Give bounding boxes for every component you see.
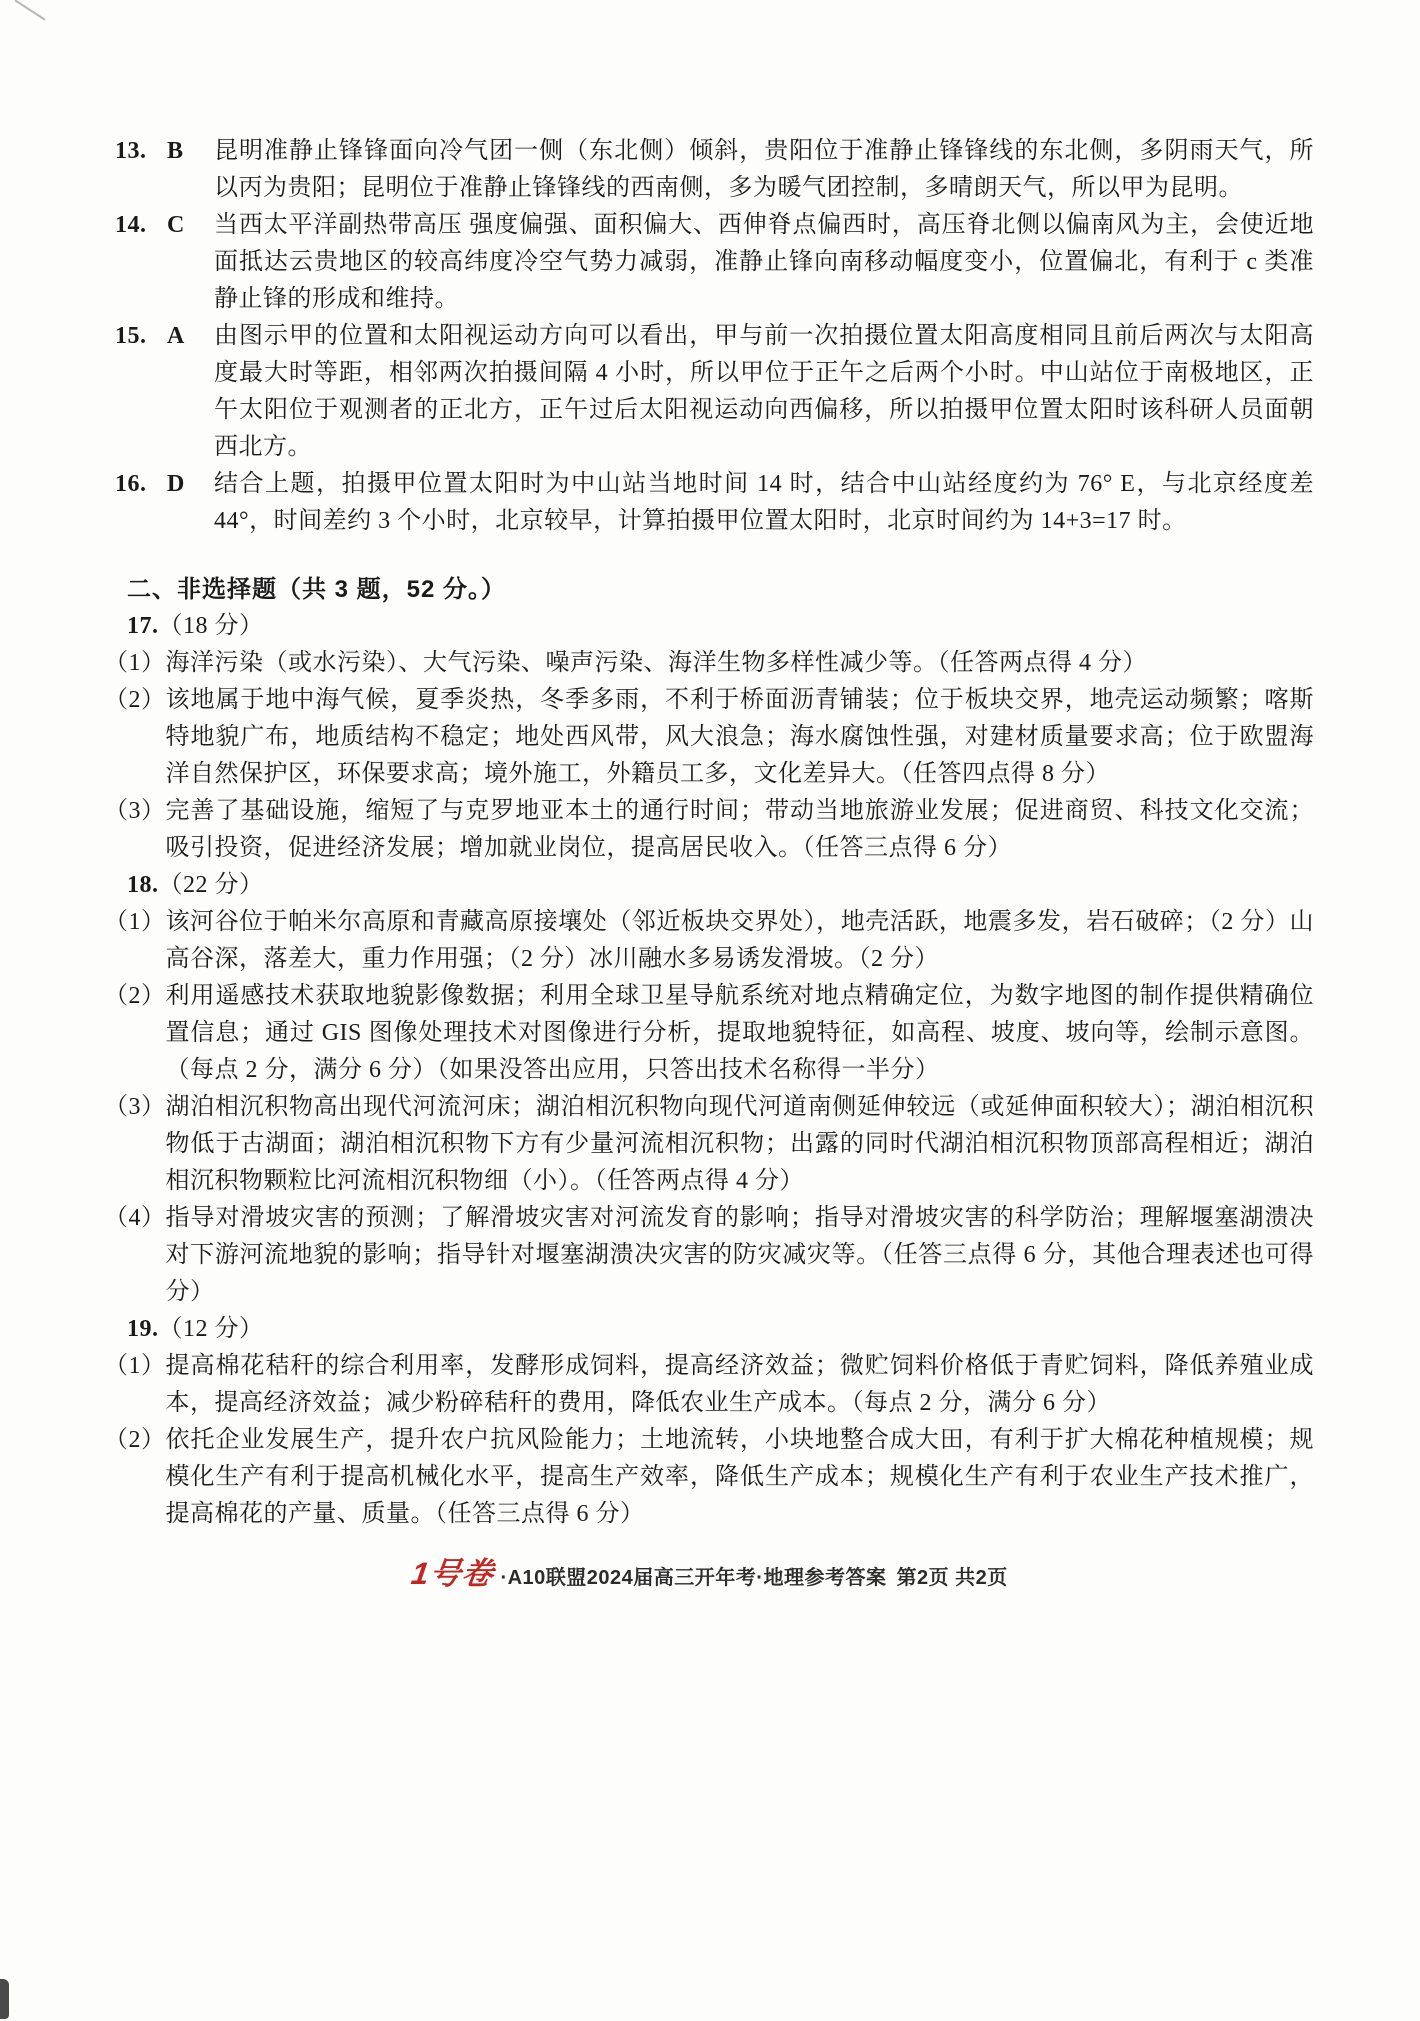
question-header <box>104 608 1314 645</box>
sub-answer-label: （1） <box>104 1353 166 1379</box>
sub-answer-text: 提高棉花秸秆的综合利用率，发酵形成饲料，提高经济效益；微贮饲料价格低于青贮饲料，降低养殖业成本，提高经济效益；减少粉碎秸秆的费用，降低农业生产成本。（每点 2 分，满分 6 分） <box>165 1353 1314 1416</box>
answer-sheet-content <box>104 133 1314 1533</box>
sub-answer-text: 利用遥感技术获取地貌影像数据；利用全球卫星导航系统对地点精确定位，为数字地图的制作提供精确位置信息；通过 GIS 图像处理技术对图像进行分析，提取地貌特征，如高程、坡度、坡向等，绘制示意图。（每点 2 分，满分 6 分）（如果没答出应用，只答出技术名称得一半分） <box>165 983 1314 1083</box>
answer-item-15 <box>104 318 1314 466</box>
sub-answer-label: （1） <box>104 909 166 935</box>
answer-explanation: 由图示甲的位置和太阳视运动方向可以看出，甲与前一次拍摄位置太阳高度相同且前后两次与太阳高度最大时等距，相邻两次拍摄间隔 4 小时，所以甲位于正午之后两个小时。中山站位于南极地区，正午太阳位于观测者的正北方，正午过后太阳视运动向西偏移，所以拍摄甲位置太阳时该科研人员面朝西北方。 <box>214 323 1314 460</box>
question-number: 19. <box>127 1316 159 1342</box>
sub-answer-label: （3） <box>104 1094 166 1120</box>
question-number: 18. <box>127 872 159 898</box>
question-number: 15. <box>115 323 147 349</box>
answer-letter: D <box>167 471 185 497</box>
sub-answer <box>104 1200 1314 1311</box>
answer-letter: C <box>167 212 185 238</box>
sub-answer <box>104 1089 1314 1200</box>
question-number: 16. <box>115 471 147 497</box>
sub-answer-text: 海洋污染（或水污染）、大气污染、噪声污染、海洋生物多样性减少等。（任答两点得 4 分） <box>165 650 1147 676</box>
sub-answer-label: （2） <box>104 983 166 1009</box>
answer-item-16 <box>104 466 1314 540</box>
answer-letter: B <box>167 138 184 164</box>
question-header <box>104 867 1314 904</box>
answer-explanation: 结合上题，拍摄甲位置太阳时为中山站当地时间 14 时，结合中山站经度约为 76° E，与北京经度差 44°，时间差约 3 个小时，北京较早，计算拍摄甲位置太阳时，北京时间约为 14+3=17 时。 <box>214 471 1314 534</box>
sub-answer-text: 该河谷位于帕米尔高原和青藏高原接壤处（邻近板块交界处），地壳活跃，地震多发，岩石破碎；（2 分）山高谷深，落差大，重力作用强；（2 分）冰川融水多易诱发滑坡。（2 分） <box>165 909 1314 972</box>
section-title: 二、非选择题（共 3 题，52 分。） <box>127 576 507 603</box>
question-number: 14. <box>115 212 147 238</box>
sub-answer-label: （1） <box>104 650 166 676</box>
answer-item-13 <box>104 133 1314 207</box>
question-points: （12 分） <box>158 1316 264 1342</box>
sub-answer-label: （3） <box>104 798 166 824</box>
footer-exam-title: ·A10联盟2024届高三开年考·地理参考答案 <box>500 1567 887 1589</box>
question-number: 17. <box>127 613 159 639</box>
question-points: （18 分） <box>158 613 264 639</box>
sub-answer <box>104 682 1314 793</box>
sub-answer-label: （2） <box>104 687 166 713</box>
question-17-answers <box>104 608 1314 867</box>
question-number: 13. <box>115 138 147 164</box>
question-19-answers <box>104 1311 1314 1533</box>
question-header <box>104 1311 1314 1348</box>
page-footer <box>0 1548 1420 1593</box>
sub-answer <box>104 1348 1314 1422</box>
answer-explanation: 昆明准静止锋锋面向冷气团一侧（东北侧）倾斜，贵阳位于准静止锋锋线的东北侧，多阴雨天气，所以丙为贵阳；昆明位于准静止锋锋线的西南侧，多为暖气团控制，多晴朗天气，所以甲为昆明。 <box>214 138 1314 201</box>
sub-answer <box>104 645 1314 682</box>
sub-answer <box>104 904 1314 978</box>
sub-answer <box>104 978 1314 1089</box>
question-18-answers <box>104 867 1314 1311</box>
question-points: （22 分） <box>158 872 264 898</box>
footer-page-number: 第2页 共2页 <box>896 1567 1008 1589</box>
answer-letter: A <box>167 323 185 349</box>
sub-answer <box>104 1422 1314 1533</box>
answer-explanation: 当西太平洋副热带高压 强度偏强、面积偏大、西伸脊点偏西时，高压脊北侧以偏南风为主，会使近地面抵达云贵地区的较高纬度冷空气势力减弱，准静止锋向南移动幅度变小，位置偏北，有利于 c 类准静止锋的形成和维持。 <box>214 212 1314 312</box>
sub-answer-label: （2） <box>104 1427 166 1453</box>
brand-logo: 1号卷 <box>409 1556 497 1591</box>
scan-artifact-top-left <box>14 0 45 21</box>
answer-item-14 <box>104 207 1314 318</box>
sub-answer-text: 指导对滑坡灾害的预测；了解滑坡灾害对河流发育的影响；指导对滑坡灾害的科学防治；理解堰塞湖溃决对下游河流地貌的影响；指导针对堰塞湖溃决灾害的防灾减灾等。（任答三点得 6 分，其他合理表述也可得分） <box>165 1205 1314 1305</box>
sub-answer-text: 湖泊相沉积物高出现代河流河床；湖泊相沉积物向现代河道南侧延伸较远（或延伸面积较大）；湖泊相沉积物低于古湖面；湖泊相沉积物下方有少量河流相沉积物；出露的同时代湖泊相沉积物顶部高程相近；湖泊相沉积物颗粒比河流相沉积物细（小）。（任答两点得 4 分） <box>165 1094 1314 1194</box>
sub-answer-text: 依托企业发展生产，提升农户抗风险能力；土地流转，小块地整合成大田，有利于扩大棉花种植规模；规模化生产有利于提高机械化水平，提高生产效率，降低生产成本；规模化生产有利于农业生产技术推广，提高棉花的产量、质量。（任答三点得 6 分） <box>165 1427 1314 1527</box>
sub-answer <box>104 793 1314 867</box>
scan-artifact-bottom-left <box>0 1979 9 2019</box>
multiple-choice-answer-section <box>104 133 1314 540</box>
sub-answer-label: （4） <box>104 1205 166 1231</box>
sub-answer-text: 完善了基础设施，缩短了与克罗地亚本土的通行时间；带动当地旅游业发展；促进商贸、科技文化交流；吸引投资，促进经济发展；增加就业岗位，提高居民收入。（任答三点得 6 分） <box>165 798 1314 861</box>
sub-answer-text: 该地属于地中海气候，夏季炎热，冬季多雨，不利于桥面沥青铺装；位于板块交界，地壳运动频繁；喀斯特地貌广布，地质结构不稳定；地处西风带，风大浪急；海水腐蚀性强，对建材质量要求高；位于欧盟海洋自然保护区，环保要求高；境外施工，外籍员工多，文化差异大。（任答四点得 8 分） <box>165 687 1314 787</box>
